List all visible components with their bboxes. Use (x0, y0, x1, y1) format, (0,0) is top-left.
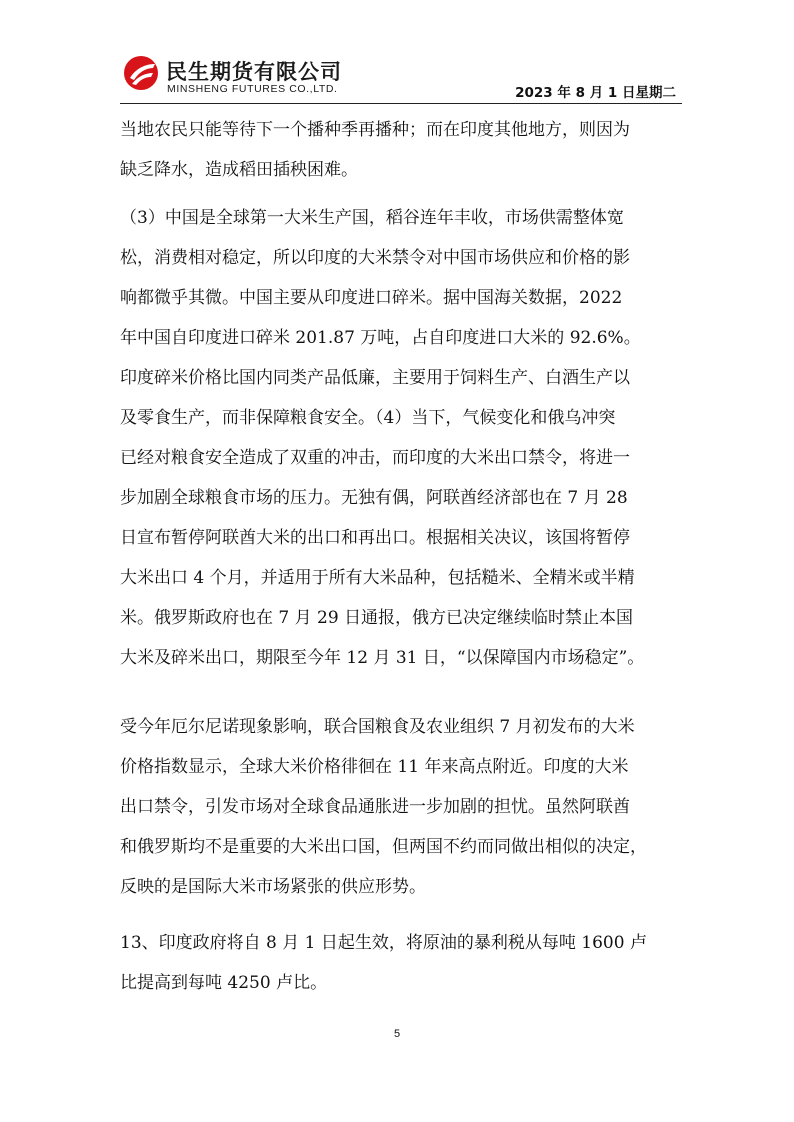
text-line: 日宣布暂停阿联酋大米的出口和再出口。根据相关决议，该国将暂停 (120, 528, 630, 548)
text-line: 13、印度政府将自 8 月 1 日起生效，将原油的暴利税从每吨 1600 卢 (120, 933, 647, 953)
text-line: （3）中国是全球第一大米生产国，稻谷连年丰收，市场供需整体宽 (120, 208, 624, 228)
page-number: 5 (393, 1028, 401, 1040)
company-name-cn: 民生期货有限公司 (166, 60, 342, 84)
text-line: 反映的是国际大米市场紧张的供应形势。 (120, 877, 426, 897)
paragraph-3 (120, 707, 710, 907)
text-line: 比提高到每吨 4250 卢比。 (120, 973, 328, 993)
paragraph-1 (120, 110, 710, 190)
text-line: 和俄罗斯均不是重要的大米出口国，但两国不约而同做出相似的决定， (120, 837, 647, 857)
text-line: 大米及碎米出口，期限至今年 12 月 31 日，“以保障国内市场稳定”。 (120, 648, 645, 668)
text-line: 米。俄罗斯政府也在 7 月 29 日通报，俄方已决定继续临时禁止本国 (120, 608, 634, 628)
text-line: 响都微乎其微。中国主要从印度进口碎米。据中国海关数据，2022 (120, 288, 623, 308)
text-line: 受今年厄尔尼诺现象影响，联合国粮食及农业组织 7 月初发布的大米 (120, 717, 635, 737)
text-line: 年中国自印度进口碎米 201.87 万吨，占自印度进口大米的 92.6%。 (120, 328, 641, 348)
text-line: 当地农民只能等待下一个播种季再播种；而在印度其他地方，则因为 (120, 120, 630, 140)
text-line: 出口禁令，引发市场对全球食品通胀进一步加剧的担忧。虽然阿联酋 (120, 797, 630, 817)
text-line: 大米出口 4 个月，并适用于所有大米品种，包括糙米、全精米或半精 (120, 568, 635, 588)
text-line: 已经对粮食安全造成了双重的冲击，而印度的大米出口禁令，将进一 (120, 448, 630, 468)
text-line: 印度碎米价格比国内同类产品低廉，主要用于饲料生产、白酒生产以 (120, 368, 630, 388)
minsheng-logo-icon (122, 54, 160, 92)
header-divider (120, 103, 682, 104)
text-line: 及零食生产，而非保障粮食安全。（4）当下，气候变化和俄乌冲突 (120, 408, 616, 428)
text-line: 步加剧全球粮食市场的压力。无独有偶，阿联酋经济部也在 7 月 28 (120, 488, 628, 508)
text-line: 松，消费相对稳定，所以印度的大米禁令对中国市场供应和价格的影 (120, 248, 630, 268)
paragraph-4 (120, 923, 710, 1003)
report-date: 2023 年 8 月 1 日星期二 (515, 85, 676, 101)
page-header (120, 52, 682, 104)
paragraph-2 (120, 198, 710, 678)
company-name-en: MINSHENG FUTURES CO.,LTD. (167, 83, 338, 95)
text-line: 缺乏降水，造成稻田插秧困难。 (120, 160, 358, 180)
text-line: 价格指数显示，全球大米价格徘徊在 11 年来高点附近。印度的大米 (120, 757, 629, 777)
